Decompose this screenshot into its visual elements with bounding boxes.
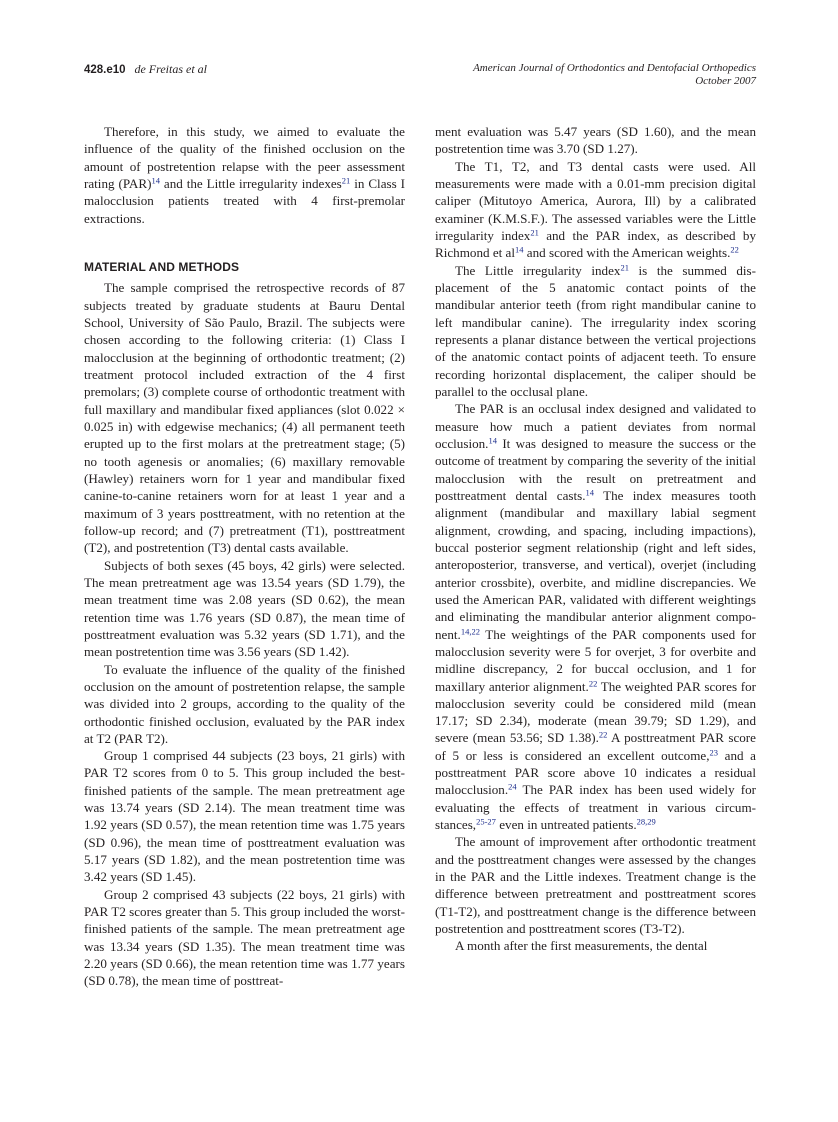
citation-link[interactable]: 28,29 xyxy=(636,816,656,827)
paragraph-subjects: Subjects of both sexes (45 boys, 42 girls) were selected. The mean pretreatment age was 13.54 years (SD 1.79), the mean treatment time was 2.08 years (SD 0.62), the mean retention time was 1.76 years (SD 0.87), the mean time of posttreatment evaluation was 5.32 years (SD 1.71), and the mean postretention time was 3.56 years (SD 1.42). xyxy=(84,557,405,660)
running-header xyxy=(84,62,756,94)
paragraph-grouping: To evaluate the influence of the quality of the finished occlusion on the amount of postretention relapse, the sample was divided into 2 groups, according to the quality of the orthodontic finished occlusion, evaluated by the PAR index at T2 (PAR T2). xyxy=(84,661,405,746)
text-run: The index measures tooth alignment (mandibular and maxillary labial segment alignment, crowding, and spacing, including impactions), buccal posterior segment relationship (right and left sides, anteroposterior, transverse, and vertical), overjet (including anterior crossbite), overbite, and midline discrepancies. We used the American PAR, validated with different weightings and eliminating the mandibular anterior alignment component. xyxy=(435,487,756,642)
text-run: The weighted PAR scores for malocclusion severity could be considered mild (mean 17.17; SD 2.34), moderate (mean 39.79; SD 1.29), and severe (mean 53.56; SD 1.38). xyxy=(435,678,756,746)
paragraph-sample: The sample comprised the retrospective records of 87 subjects treated by graduate students at Bauru Dental School, University of São Paulo, Brazil. The subjects were chosen according to the following criteria: (1) Class I malocclusion at the beginning of orthodontic treatment; (2) treatment protocol included extraction of the 4 first premolars; (3) complete course of orthodontic treatment with full maxillary and mandibular fixed appliances (slot 0.022 × 0.025 in) with edgewise mechanics; (4) all permanent teeth erupted up to the first molars at the pretreatment stage; (5) no tooth agenesis or anomalies; (6) maxillary removable (Hawley) retainers worn for 1 year and mandibular fixed canine-to-canine retainers worn for at least 1 year and a maximum of 3 years posttreatment, with no retention at the follow-up record; and (7) pretreatment (T1), posttreatment (T2), and postretention (T3) dental casts available. xyxy=(84,280,405,556)
citation-link[interactable]: 14 xyxy=(515,244,524,255)
section-heading: MATERIAL AND METHODS xyxy=(84,259,240,274)
text-run: The T1, T2, and T3 dental casts were used. All measurements were made with a 0.01-mm precision digital caliper (Mitutoyo America, Aurora, Ill) by a calibrated examiner (K.M.S.F.). The assessed variables were the Little irregularity index xyxy=(435,158,756,243)
text-run: The weightings of the PAR components used for malocclusion severity were 5 for overjet, 3 for overbite and midline discrepancy, 2 for buccal occlusion, and 1 for maxillary anterior alignment. xyxy=(435,626,756,694)
citation-link[interactable]: 24 xyxy=(508,781,517,792)
intro-paragraph xyxy=(84,123,405,227)
issue-date: October 2007 xyxy=(695,75,756,87)
left-column xyxy=(84,123,405,990)
text-run: Therefore, in this study, we aimed to evaluate the influence of the quality of the finished occlusion on the amount of postretention relapse with the peer assessment rating (PAR) xyxy=(84,124,405,191)
text-run: The PAR is an occlusal index designed and validated to measure how much a patient deviates from normal occlusion. xyxy=(435,401,756,451)
text-run: and the Little irregularity indexes xyxy=(159,175,342,191)
text-run: in Class I malocclusion patients treated with 4 first-premolar extractions. xyxy=(84,175,405,226)
paragraph-group-2: Group 2 comprised 43 subjects (22 boys, 21 girls) with PAR T2 scores greater than 5. This group included the worst-finished patients of the sample. The mean pretreatment age was 13.34 years (SD 1.35). The mean treatment time was 2.20 years (SD 0.66), the mean retention time was 1.77 years (SD 0.78), the mean time of posttreat- xyxy=(84,886,405,989)
citation-link[interactable]: 21 xyxy=(620,261,629,272)
paragraph-changes: The amount of improvement after orthodontic treatment and the posttreatment changes were assessed by the changes in the PAR and the Little indexes. Treatment change is the difference between pretreatment and posttreatment scores (T1-T2), and posttreatment change is the difference between postretention and posttreatment scores (T3-T2). xyxy=(435,834,756,937)
text-run: The Little irregularity index xyxy=(455,262,621,278)
citation-link[interactable]: 21 xyxy=(530,227,539,238)
text-run: even in untreated patients. xyxy=(495,817,637,833)
citation-link[interactable]: 14 xyxy=(585,487,595,498)
paragraph-group-1: Group 1 comprised 44 subjects (23 boys, 21 girls) with PAR T2 scores from 0 to 5. This group included the best-finished patients of the sample. The mean pretreatment age was 13.74 years (SD 2.14). The mean treatment time was 1.92 years (SD 0.57), the mean retention time was 1.75 years (SD 0.96), the mean time of posttreatment evaluation was 5.17 years (SD 1.82), and the mean postretention time was 3.42 years (SD 1.45). xyxy=(84,748,405,885)
citation-link[interactable]: 21 xyxy=(341,175,351,186)
citation-link[interactable]: 14,22 xyxy=(460,625,480,636)
citation-link[interactable]: 23 xyxy=(709,747,718,758)
running-authors: de Freitas et al xyxy=(134,62,207,76)
page-number: 428.e10 xyxy=(84,64,126,76)
citation-link[interactable]: 25-27 xyxy=(476,816,496,827)
text-run: The PAR index has been used widely for evaluating the effects of treatment in various circumstances, xyxy=(435,782,756,833)
text-run: and a posttreatment PAR score above 10 indicates a residual malocclusion. xyxy=(435,747,756,798)
journal-title: American Journal of Orthodontics and Dentofacial Orthopedics xyxy=(473,62,756,74)
text-run: A posttreatment PAR score of 5 or less is considered an excellent outcome, xyxy=(435,730,756,763)
paragraph-little-index xyxy=(435,262,756,401)
text-run: It was designed to measure the success or the outcome of treatment by comparing the severity of the initial malocclusion with the result on pretreatment and posttreatment dental casts. xyxy=(435,435,756,503)
citation-link[interactable]: 22 xyxy=(730,244,739,255)
paragraph-par-index xyxy=(435,400,756,833)
citation-link[interactable]: 14 xyxy=(488,435,497,446)
paragraph-remeasurement: A month after the first measurements, the dental xyxy=(455,938,708,954)
text-run: is the summed displacement of the 5 anatomic contact points of the mandibular anterior teeth (from right mandibular canine to left mandibular canine). The irregularity index scoring represents a planar distance between the vertical projections of the anatomic contact points of adjacent teeth. To ensure recording horizontal displacement, the caliper should be parallel to the occlusal plane. xyxy=(435,262,756,399)
header-right xyxy=(473,62,756,88)
citation-link[interactable]: 22 xyxy=(598,729,608,740)
citation-link[interactable]: 14 xyxy=(151,175,160,186)
citation-link[interactable]: 22 xyxy=(588,677,598,688)
paragraph-casts xyxy=(435,158,756,262)
right-column xyxy=(435,123,756,955)
header-left xyxy=(84,62,207,77)
text-run: and the PAR index, as described by Richmond et al xyxy=(435,227,756,261)
text-run: and scored with the American weights. xyxy=(523,245,731,261)
paragraph-continued: ment evaluation was 5.47 years (SD 1.60), and the mean postretention time was 3.70 (SD 1.27). xyxy=(435,124,756,157)
